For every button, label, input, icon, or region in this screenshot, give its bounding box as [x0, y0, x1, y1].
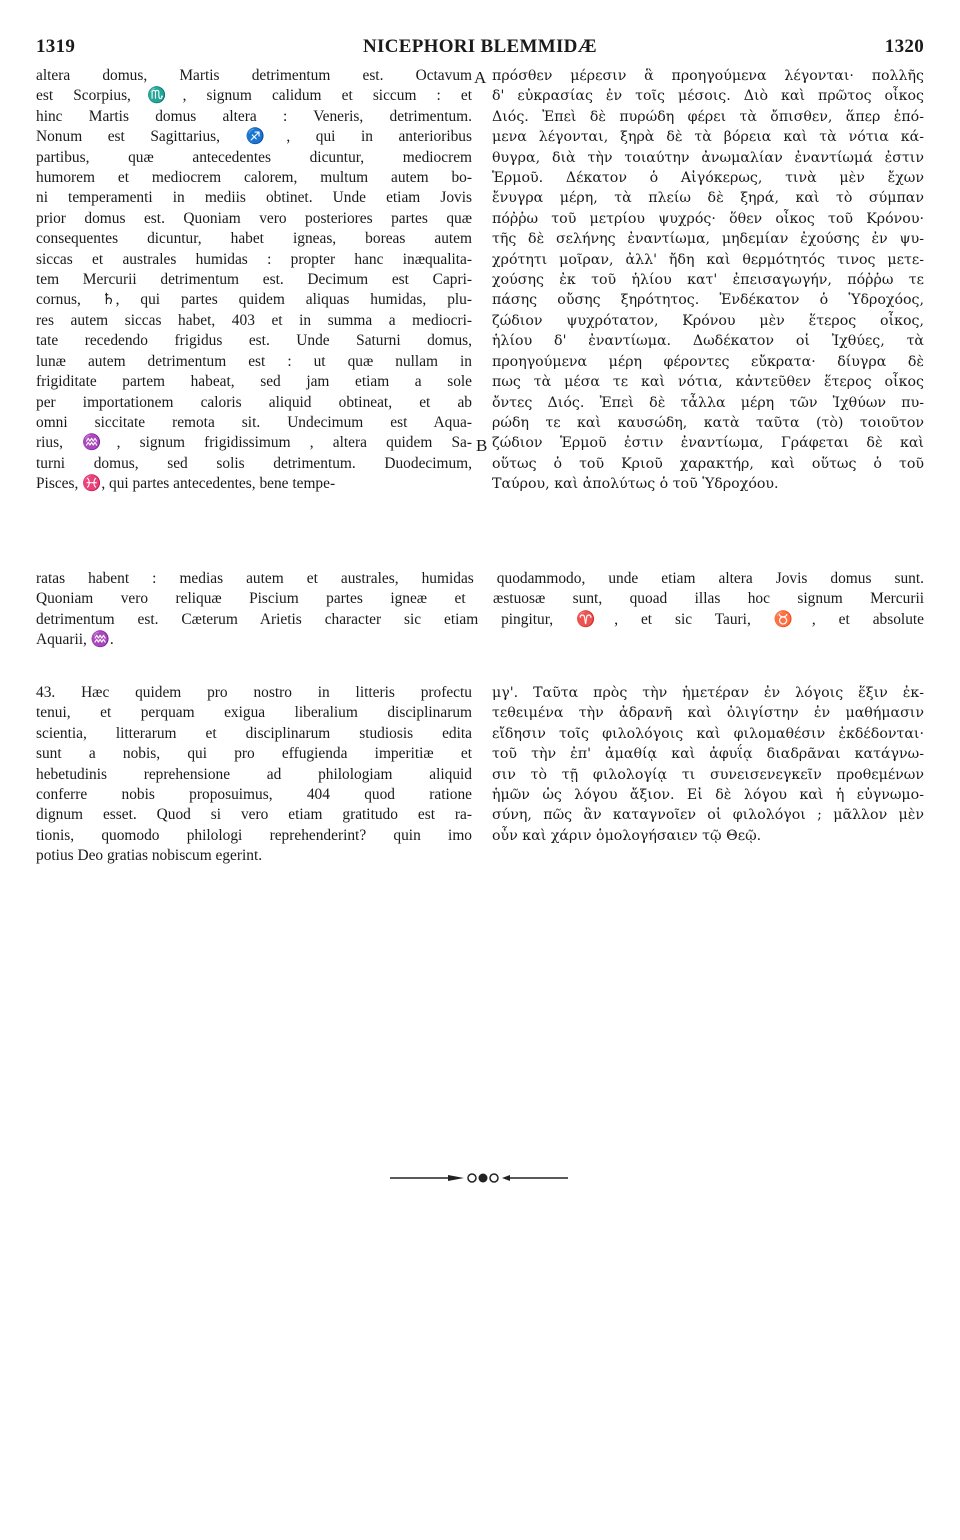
text-line: prior domus est. Quoniam vero posteriores partes quæ [36, 209, 472, 227]
text-line: hebetudinis reprehensione ad philologiam aliquid [36, 765, 472, 783]
text-line: rius, ♒, signum frigidissimum , altera quidem Sa- [36, 434, 472, 452]
text-line: Pisces, ♓, qui partes antecedentes, bene tempe- [36, 475, 336, 493]
text-line: Ἑρμοῦ. Δέκατον ὁ Αἰγόκερως, τινὰ μὲν ἔχων [492, 170, 924, 187]
margin-marker-a: A [474, 68, 487, 87]
text-line: tionis, quomodo philologi reprehenderint? quin imo [36, 826, 472, 844]
text-line: conferre nobis proposuimus, 404 quod ratione [36, 786, 472, 804]
text-line: ρώδη τε καὶ καυσώδη, κατὰ ταῦτα (τὸ) τοιοῦτον [492, 414, 924, 431]
latin-column-top [36, 66, 472, 495]
text-line: τεθειμένα τὴν ἀδρανῆ καὶ ὀλιγίστην ἐν μαθήμασιν [492, 705, 924, 722]
text-line: tenui, et perquam exigua liberalium disciplinarum [36, 704, 472, 722]
margin-marker-b: B [476, 436, 488, 455]
text-line: siccas et australes humidas : propter hanc inæqualita- [36, 250, 472, 268]
text-line: πάσης οὔσης ξηρότητος. Ἑνδέκατον ὁ Ὑδροχόος, [492, 292, 924, 309]
text-line: scientia, litterarum et disciplinarum studiosis edita [36, 724, 472, 742]
text-line: tem Mercurii detrimentum est. Decimum est Capri- [36, 271, 472, 289]
text-line: consequentes dicuntur, habet igneas, boreas autem [36, 230, 472, 248]
text-line: χρότητι μοῖραν, ἀλλ' ἤδη καὶ θερμότητός τινος μετε- [492, 251, 924, 268]
text-line: omni siccitate remota sit. Undecimum est Aqua- [36, 413, 472, 431]
text-line: οὖν καὶ χάριν ὁμολογήσαιεν τῷ Θεῷ. [492, 827, 762, 844]
text-line: per importationem caloris aliquid obtineat, et ab [36, 393, 472, 411]
greek-column-bottom [492, 683, 924, 846]
text-line: hinc Martis domus altera : Veneris, detrimentum. [36, 107, 472, 125]
page-header [36, 36, 924, 60]
text-line: μγ'. Ταῦτα πρὸς τὴν ἡμετέραν ἐν λόγοις ἕξιν ἐκ- [492, 685, 924, 701]
text-line: οὕτως ὁ τοῦ Κριοῦ χαρακτήρ, καὶ οὕτως ὁ τοῦ [492, 455, 924, 472]
latin-column-bottom [36, 683, 472, 867]
text-line: sunt a nobis, qui pro effugienda imperitiæ et [36, 745, 472, 763]
text-line: δ' εὐκρασίας ἐν τοῖς μέσοις. Διὸ καὶ πρῶτος οἶκος [492, 88, 924, 105]
text-line: θυγρα, διὰ τὴν τοιαύτην ἀνωμαλίαν ἐναντίωμά ἐστιν [492, 149, 924, 166]
page-number-right: 1320 [884, 36, 924, 57]
text-line: Nonum est Sagittarius, ♐, qui in anterioribus [36, 128, 472, 146]
text-line: detrimentum est. Cæterum Arietis character sic etiam pingitur, ♈, et sic Tauri, ♉, et absolute [36, 610, 924, 628]
text-line: Quoniam vero reliquæ Piscium partes igneæ et æstuosæ sunt, quoad illas hoc signum Mercurii [36, 590, 924, 608]
text-line: Διός. Ἐπεὶ δὲ πυρώδη φέρει τὰ ὄπισθεν, ἅπερ ἑπό- [492, 108, 924, 125]
text-line: ζώδιον Ἑρμοῦ ἐστιν ἐναντίωμα, Γράφεται δὲ καὶ [492, 435, 924, 452]
text-line: turni domus, sed solis detrimentum. Duodecimum, [36, 454, 472, 472]
text-line: ni temperamenti in mediis obtinet. Unde etiam Jovis [36, 189, 472, 207]
text-line: τῆς δὲ σελήνης ἐναντίωμα, μηδεμίαν ἐχούσης ἐν ψυ- [492, 231, 924, 248]
text-line: ratas habent : medias autem et australes, humidas quodammodo, unde etiam altera Jovis domus sunt. [36, 570, 924, 587]
text-line: σιν τὸ τῇ φιλολογίᾳ τι συνεισενεγκεῖν προθεμένων [492, 766, 924, 783]
text-line: dignum esset. Quod si vero etiam gratitudo est ra- [36, 806, 472, 824]
text-line: χούσης ἐκ τοῦ ἡλίου κατ' ἐπεισαγωγήν, πόῤῥω τε [492, 272, 924, 289]
text-line: res autem siccas habet, 403 et in summa a mediocri- [36, 311, 472, 329]
text-line: σύνη, πῶς ἂν καταγνοῖεν οἱ φιλολόγοι ; μᾶλλον μὲν [492, 807, 924, 824]
text-line: Aquarii, ♒. [36, 631, 114, 649]
text-line: tate recedendo frigidus est. Unde Saturni domus, [36, 332, 472, 350]
text-line: 43. Hæc quidem pro nostro in litteris profectu [36, 684, 472, 701]
text-line: τοῦ τὴν ἐπ' ἀμαθίᾳ καὶ ἀφυΐᾳ διαδρᾶναι κατάγνω- [492, 746, 924, 763]
text-line: partibus, quæ antecedentes dicuntur, mediocrem [36, 148, 472, 166]
text-line: πρόσθεν μέρεσιν ἃ προηγούμενα λέγονται· πολλῆς [492, 68, 924, 84]
text-line: potius Deo gratias nobiscum egerint. [36, 847, 263, 865]
text-line: Ταύρου, καὶ ἀπολύτως ὁ τοῦ Ὑδροχόου. [492, 476, 779, 493]
end-ornament [388, 1171, 570, 1185]
text-line: ἡμῶν ὡς λόγου ἄξιον. Εἰ δὲ λόγου καὶ ἡ εὐγνωμο- [492, 787, 924, 804]
text-line: ἔνυγρα μέρη, τὰ πλείω δὲ ξηρά, καὶ τὸ σύμπαν [492, 190, 924, 207]
text-line: ἡλίου δ' ἐναντίωμα. Δωδέκατον οἱ Ἰχθύες, τὰ [492, 333, 924, 350]
text-line: ὄντες Διός. Ἐπεὶ δὲ τἆλλα μέρη τῶν Ἰχθύων πυ- [492, 394, 924, 411]
text-line: altera domus, Martis detrimentum est. Octavum [36, 67, 472, 84]
text-line: προηγούμενα μέρη φέροντες εὔκρατα· δίυγρα δὲ [492, 353, 924, 370]
text-line: est Scorpius,♏, signum calidum et siccum : et [36, 87, 472, 105]
text-line: cornus, ♄, qui partes quidem aliquas humidas, plu- [36, 291, 472, 309]
running-title: NICEPHORI BLEMMIDÆ [363, 36, 597, 57]
text-line: πόῤῥω τοῦ μετρίου ψυχρός· ὅθεν οἶκος τοῦ Κρόνου· [492, 210, 924, 227]
greek-column-top [492, 66, 924, 495]
page-number-left: 1319 [36, 36, 76, 57]
text-line: lunæ autem detrimentum est : ut quæ nullam in [36, 352, 472, 370]
text-line: ζώδιον ψυχρότατον, Κρόνου μὲν ἕτερος οἶκος, [492, 312, 924, 329]
text-line: humorem et mediocrem calorem, multum autem bo- [36, 169, 472, 187]
text-line: εἴδησιν τοῖς φιλολόγοις καὶ φιλομαθέσιν ἐκδέδονται· [492, 725, 924, 742]
full-width-paragraph [36, 569, 924, 651]
text-line: πως τὰ μέσα τε καὶ νότια, κἀντεῦθεν ἕτερος οἶκος [492, 374, 924, 391]
text-line: μενα λέγονται, ξηρὰ δὲ τὰ βόρεια καὶ τὰ νότια κά- [492, 129, 924, 146]
text-line: frigiditate partem habeat, sed jam etiam a sole [36, 373, 472, 391]
